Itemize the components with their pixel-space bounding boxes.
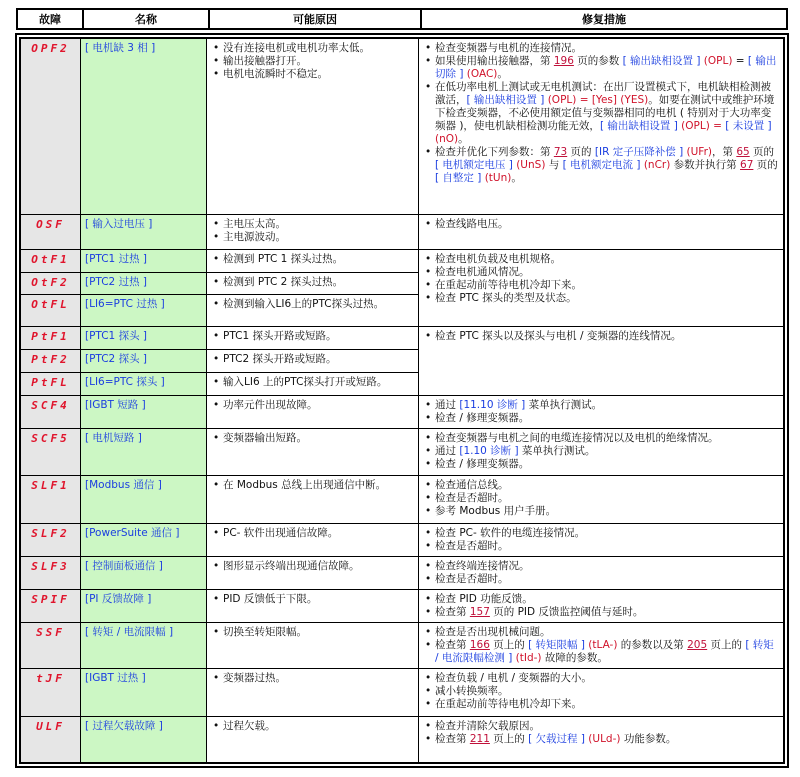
fault-cause	[207, 429, 419, 476]
fix-item	[435, 279, 779, 292]
cause-list	[211, 479, 414, 492]
fault-cause	[207, 524, 419, 557]
parameter-code: (OPL)	[700, 55, 736, 67]
fault-code: SPIF	[21, 590, 81, 623]
fix-text: 。	[458, 133, 469, 145]
parameter-name: [11.10 诊断 ]	[459, 399, 526, 411]
page-link[interactable]: 157	[469, 606, 490, 618]
fault-cause	[207, 396, 419, 429]
fix-text: 检查 / 修理变频器。	[435, 412, 530, 424]
fault-name: [PTC2 过热 ]	[81, 273, 207, 295]
fix-item	[435, 55, 779, 81]
fault-fix	[419, 717, 784, 763]
fault-name: [LI6=PTC 探头 ]	[81, 373, 207, 396]
fault-code: tJF	[21, 669, 81, 717]
cause-item: • 变频器输出短路。	[223, 432, 414, 445]
cause-item: • 主电源波动。	[223, 231, 414, 244]
header-cause: 可能原因	[209, 9, 421, 29]
cause-item: • 在 Modbus 总线上出现通信中断。	[223, 479, 414, 492]
parameter-name: [IR 定子压降补偿 ]	[594, 146, 684, 158]
fault-cause	[207, 215, 419, 250]
fault-cause	[207, 669, 419, 717]
fix-list	[423, 626, 779, 665]
fix-item	[435, 672, 779, 685]
fix-list	[423, 42, 779, 185]
cause-item: • 过程欠载。	[223, 720, 414, 733]
fix-text: 页上的	[489, 733, 529, 745]
cause-list	[211, 593, 414, 606]
fault-code: ULF	[21, 717, 81, 763]
fix-text: 检查 PID 功能反馈。	[435, 593, 533, 605]
fix-text: 检查是否超时。	[435, 573, 509, 585]
fix-text: 页的参数	[573, 55, 623, 67]
fault-code: OtF2	[21, 273, 81, 295]
fix-text: 检查负载 / 电机 / 变频器的大小。	[435, 672, 592, 684]
fix-text: 页上的	[707, 639, 746, 651]
fix-item	[435, 253, 779, 266]
fault-code: PtF1	[21, 327, 81, 350]
parameter-code: (nO)	[435, 133, 459, 145]
fix-item	[435, 42, 779, 55]
table-row	[21, 476, 784, 524]
fault-name: [Modbus 通信 ]	[81, 476, 207, 524]
table-row	[21, 590, 784, 623]
fault-name: [PTC1 探头 ]	[81, 327, 207, 350]
cause-item: • 变频器过热。	[223, 672, 414, 685]
fault-fix	[419, 215, 784, 250]
fault-name: [ 过程欠载故障 ]	[81, 717, 207, 763]
table-row	[21, 396, 784, 429]
cause-list	[211, 353, 414, 366]
fix-list	[423, 479, 779, 518]
fix-text: 检查并优化下列参数：第	[435, 146, 554, 158]
fix-list	[423, 560, 779, 586]
fix-text: 通过	[435, 445, 460, 457]
fix-item	[435, 266, 779, 279]
fault-code: SSF	[21, 623, 81, 669]
fix-item	[435, 606, 779, 619]
fix-item	[435, 540, 779, 553]
fault-cause	[207, 623, 419, 669]
parameter-code: (tLA-)	[584, 639, 618, 651]
fault-fix	[419, 669, 784, 717]
parameter-name: [ 转矩 / 电流限幅检测 ]	[435, 639, 774, 664]
cause-item: • 没有连接电机或电机功率太低。	[223, 42, 414, 55]
fix-item	[435, 573, 779, 586]
fix-text: 通过	[435, 399, 460, 411]
cause-item: • 检测到 PTC 2 探头过热。	[223, 276, 414, 289]
fault-code: SCF5	[21, 429, 81, 476]
fault-name: [IGBT 过热 ]	[81, 669, 207, 717]
fault-fix	[419, 39, 784, 215]
fault-name: [PTC1 过热 ]	[81, 250, 207, 273]
fix-text: 页的	[753, 159, 778, 171]
parameter-name: [ 电机额定电流 ]	[562, 159, 641, 171]
fault-name: [PTC2 探头 ]	[81, 350, 207, 373]
fix-item	[435, 330, 779, 343]
fault-code: PtFL	[21, 373, 81, 396]
fix-text: 菜单执行测试。	[518, 445, 596, 457]
fault-name: [PowerSuite 通信 ]	[81, 524, 207, 557]
cause-list	[211, 276, 414, 289]
parameter-name: [ 未设置 ]	[725, 120, 772, 132]
fix-text: 页的	[567, 146, 595, 158]
cause-list	[211, 253, 414, 266]
fix-text: 。	[511, 172, 522, 184]
table-row	[21, 669, 784, 717]
fault-fix	[419, 250, 784, 327]
fault-table-container	[16, 8, 788, 767]
fault-code: OSF	[21, 215, 81, 250]
fault-name: [PI 反馈故障 ]	[81, 590, 207, 623]
page-link[interactable]: 73	[553, 146, 568, 158]
cause-list	[211, 720, 414, 733]
page-link[interactable]: 65	[736, 146, 750, 158]
parameter-name: [ 自整定 ]	[435, 172, 482, 184]
parameter-code: (UnS)	[512, 159, 546, 171]
cause-list	[211, 399, 414, 412]
cause-item: • 检测到 PTC 1 探头过热。	[223, 253, 414, 266]
fault-cause	[207, 476, 419, 524]
cause-list	[211, 432, 414, 445]
fix-item	[435, 626, 779, 639]
fix-item	[435, 458, 779, 471]
fix-text: 页的	[749, 146, 775, 158]
fix-text: 检查终端连接情况。	[435, 560, 530, 572]
fix-text: 如果使用输出接触器，第	[435, 55, 554, 67]
cause-list	[211, 626, 414, 639]
fault-cause	[207, 39, 419, 215]
parameter-code: (OAC)	[463, 68, 498, 80]
fault-code: PtF2	[21, 350, 81, 373]
fix-text: 在重起动前等待电机冷却下来。	[435, 279, 582, 291]
fault-cause	[207, 327, 419, 350]
header-fix: 修复措施	[421, 9, 787, 29]
fix-text: 与	[545, 159, 563, 171]
parameter-name: [ 电机额定电压 ]	[435, 159, 513, 171]
fix-item	[435, 720, 779, 733]
fix-text: 检查是否超时。	[435, 492, 509, 504]
fix-text: 在重起动前等待电机冷却下来。	[435, 698, 582, 710]
cause-item: • 图形显示终端出现通信故障。	[223, 560, 414, 573]
fault-cause	[207, 557, 419, 590]
cause-list	[211, 330, 414, 343]
fix-text: 检查变频器与电机的连接情况。	[435, 42, 582, 54]
cause-list	[211, 42, 414, 81]
parameter-name: [ 输出缺相设置 ]	[599, 120, 678, 132]
fix-list	[423, 330, 779, 343]
cause-list	[211, 560, 414, 573]
page-link[interactable]: 166	[469, 639, 490, 651]
fault-code: OPF2	[21, 39, 81, 215]
table-row	[21, 327, 784, 350]
fix-list	[423, 527, 779, 553]
fix-item	[435, 560, 779, 573]
fix-text: 功能参数。	[620, 733, 677, 745]
fix-text: =	[735, 55, 748, 67]
fix-item	[435, 733, 779, 746]
fix-text: ，第	[711, 146, 737, 158]
table-row	[21, 429, 784, 476]
fault-fix	[419, 429, 784, 476]
fix-text: 故障的参数。	[541, 652, 608, 664]
header-code: 故障	[17, 9, 83, 29]
table-body-frame	[16, 34, 788, 767]
parameter-name: [ 输出缺相设置 ]	[622, 55, 701, 67]
table-row	[21, 215, 784, 250]
fix-text: 检查是否超时。	[435, 540, 509, 552]
fix-text: 参数并执行第	[670, 159, 741, 171]
table-row	[21, 524, 784, 557]
fix-text: 页上的	[489, 639, 529, 651]
fix-item	[435, 218, 779, 231]
cause-item: • PTC2 探头开路或短路。	[223, 353, 414, 366]
fix-text: 。	[497, 68, 508, 80]
parameter-code: (OPL) = [Yes] (YES)	[544, 94, 649, 106]
parameter-code: (OPL) =	[677, 120, 726, 132]
fix-text: 检查通信总线。	[435, 479, 509, 491]
fix-item	[435, 527, 779, 540]
header-name: 名称	[83, 9, 209, 29]
fix-text: 检查线路电压。	[435, 218, 509, 230]
cause-list	[211, 218, 414, 244]
fault-cause	[207, 350, 419, 373]
fix-text: 检查 PTC 探头以及探头与电机 / 变频器的连线情况。	[435, 330, 682, 342]
fault-fix	[419, 590, 784, 623]
parameter-code: (UFr)	[683, 146, 712, 158]
fix-text: 页的 PID 反馈监控阈值与延时。	[489, 606, 644, 618]
fault-name: [ 转矩 / 电流限幅 ]	[81, 623, 207, 669]
fix-item	[435, 412, 779, 425]
cause-list	[211, 376, 414, 389]
fix-item	[435, 698, 779, 711]
fix-item	[435, 593, 779, 606]
fix-list	[423, 720, 779, 746]
parameter-name: [ 欠载过程 ]	[528, 733, 585, 745]
page-link[interactable]: 211	[469, 733, 490, 745]
fix-list	[423, 218, 779, 231]
fix-item	[435, 479, 779, 492]
cause-item: • 输入LI6 上的PTC探头打开或短路。	[223, 376, 414, 389]
fault-cause	[207, 273, 419, 295]
fix-item	[435, 445, 779, 458]
fix-text: 检查第	[435, 606, 470, 618]
parameter-code: (ULd-)	[584, 733, 621, 745]
cause-item: • PTC1 探头开路或短路。	[223, 330, 414, 343]
fault-cause	[207, 717, 419, 763]
fault-fix	[419, 524, 784, 557]
fix-list	[423, 672, 779, 711]
table-row	[21, 717, 784, 763]
fault-table	[20, 38, 784, 763]
fault-name: [ 电机缺 3 相 ]	[81, 39, 207, 215]
fix-text: 检查 PC- 软件的电缆连接情况。	[435, 527, 586, 539]
fix-text: 检查 / 修理变频器。	[435, 458, 530, 470]
fault-name: [ 电机短路 ]	[81, 429, 207, 476]
fix-list	[423, 253, 779, 305]
cause-item: • PC- 软件出现通信故障。	[223, 527, 414, 540]
fault-fix	[419, 557, 784, 590]
fault-cause	[207, 373, 419, 396]
fix-item	[435, 81, 779, 146]
fix-item	[435, 505, 779, 518]
fix-text: 菜单执行测试。	[525, 399, 603, 411]
cause-item: • 检测到输入LI6上的PTC探头过热。	[223, 298, 414, 311]
fix-item	[435, 492, 779, 505]
fix-text: 检查变频器与电机之间的电缆连接情况以及电机的绝缘情况。	[435, 432, 719, 444]
fault-cause	[207, 250, 419, 273]
fault-name: [ 控制面板通信 ]	[81, 557, 207, 590]
fix-text: 减小转换频率。	[435, 685, 509, 697]
fault-name: [IGBT 短路 ]	[81, 396, 207, 429]
fix-item	[435, 685, 779, 698]
cause-item: • PID 反馈低于下限。	[223, 593, 414, 606]
fault-code: OtFL	[21, 295, 81, 327]
parameter-code: (tId-)	[512, 652, 542, 664]
parameter-name: [1.10 诊断 ]	[459, 445, 519, 457]
fault-name: [ 输入过电压 ]	[81, 215, 207, 250]
table-row	[21, 39, 784, 215]
cause-item: • 电机电流瞬时不稳定。	[223, 68, 414, 81]
fix-text: 检查 PTC 探头的类型及状态。	[435, 292, 577, 304]
parameter-code: (nCr)	[640, 159, 671, 171]
fix-text: 检查电机负载及电机规格。	[435, 253, 561, 265]
table-header	[16, 8, 788, 30]
fix-list	[423, 399, 779, 425]
parameter-name: [ 输出缺相设置 ]	[466, 94, 545, 106]
page-link[interactable]: 67	[740, 159, 754, 171]
cause-item: • 功率元件出现故障。	[223, 399, 414, 412]
cause-list	[211, 298, 414, 311]
fix-item	[435, 146, 779, 185]
fix-text: 参考 Modbus 用户手册。	[435, 505, 557, 517]
fix-text: 检查是否出现机械问题。	[435, 626, 551, 638]
fault-code: SCF4	[21, 396, 81, 429]
fix-text: 检查第	[435, 733, 470, 745]
cause-item: • 切换至转矩限幅。	[223, 626, 414, 639]
fault-name: [LI6=PTC 过热 ]	[81, 295, 207, 327]
fault-fix	[419, 623, 784, 669]
table-row	[21, 557, 784, 590]
fix-text: 的参数以及第	[617, 639, 688, 651]
parameter-name: [ 输出切除 ]	[435, 55, 777, 80]
fault-cause	[207, 295, 419, 327]
fix-text: 在低功率电机上测试或无电机测试：在出厂设置模式下，电机缺相检测被激活，	[435, 81, 771, 106]
cause-list	[211, 672, 414, 685]
fix-item	[435, 639, 779, 665]
fix-item	[435, 432, 779, 445]
cause-item: • 输出接触器打开。	[223, 55, 414, 68]
fix-item	[435, 292, 779, 305]
parameter-code: (tUn)	[481, 172, 512, 184]
fix-text: 。如要在测试中或维护环境下检查变频器，不必使用额定值与变频器相同的电机 ( 特别对于大功率变频器 )，使电机缺相检测功能无效，	[435, 94, 775, 132]
fix-list	[423, 593, 779, 619]
parameter-name: [ 转矩限幅 ]	[528, 639, 585, 651]
table-row	[21, 623, 784, 669]
fault-code: OtF1	[21, 250, 81, 273]
fix-text: 检查电机通风情况。	[435, 266, 530, 278]
page-link[interactable]: 196	[553, 55, 574, 67]
cause-item: • 主电压太高。	[223, 218, 414, 231]
fix-text: 检查并清除欠载原因。	[435, 720, 540, 732]
fix-item	[435, 399, 779, 412]
page-link[interactable]: 205	[687, 639, 708, 651]
fault-code: SLF1	[21, 476, 81, 524]
fault-fix	[419, 327, 784, 396]
fix-text: 检查第	[435, 639, 470, 651]
fault-code: SLF2	[21, 524, 81, 557]
fault-cause	[207, 590, 419, 623]
table-row	[21, 250, 784, 273]
fault-fix	[419, 396, 784, 429]
fault-fix	[419, 476, 784, 524]
fix-list	[423, 432, 779, 471]
cause-list	[211, 527, 414, 540]
fault-code: SLF3	[21, 557, 81, 590]
